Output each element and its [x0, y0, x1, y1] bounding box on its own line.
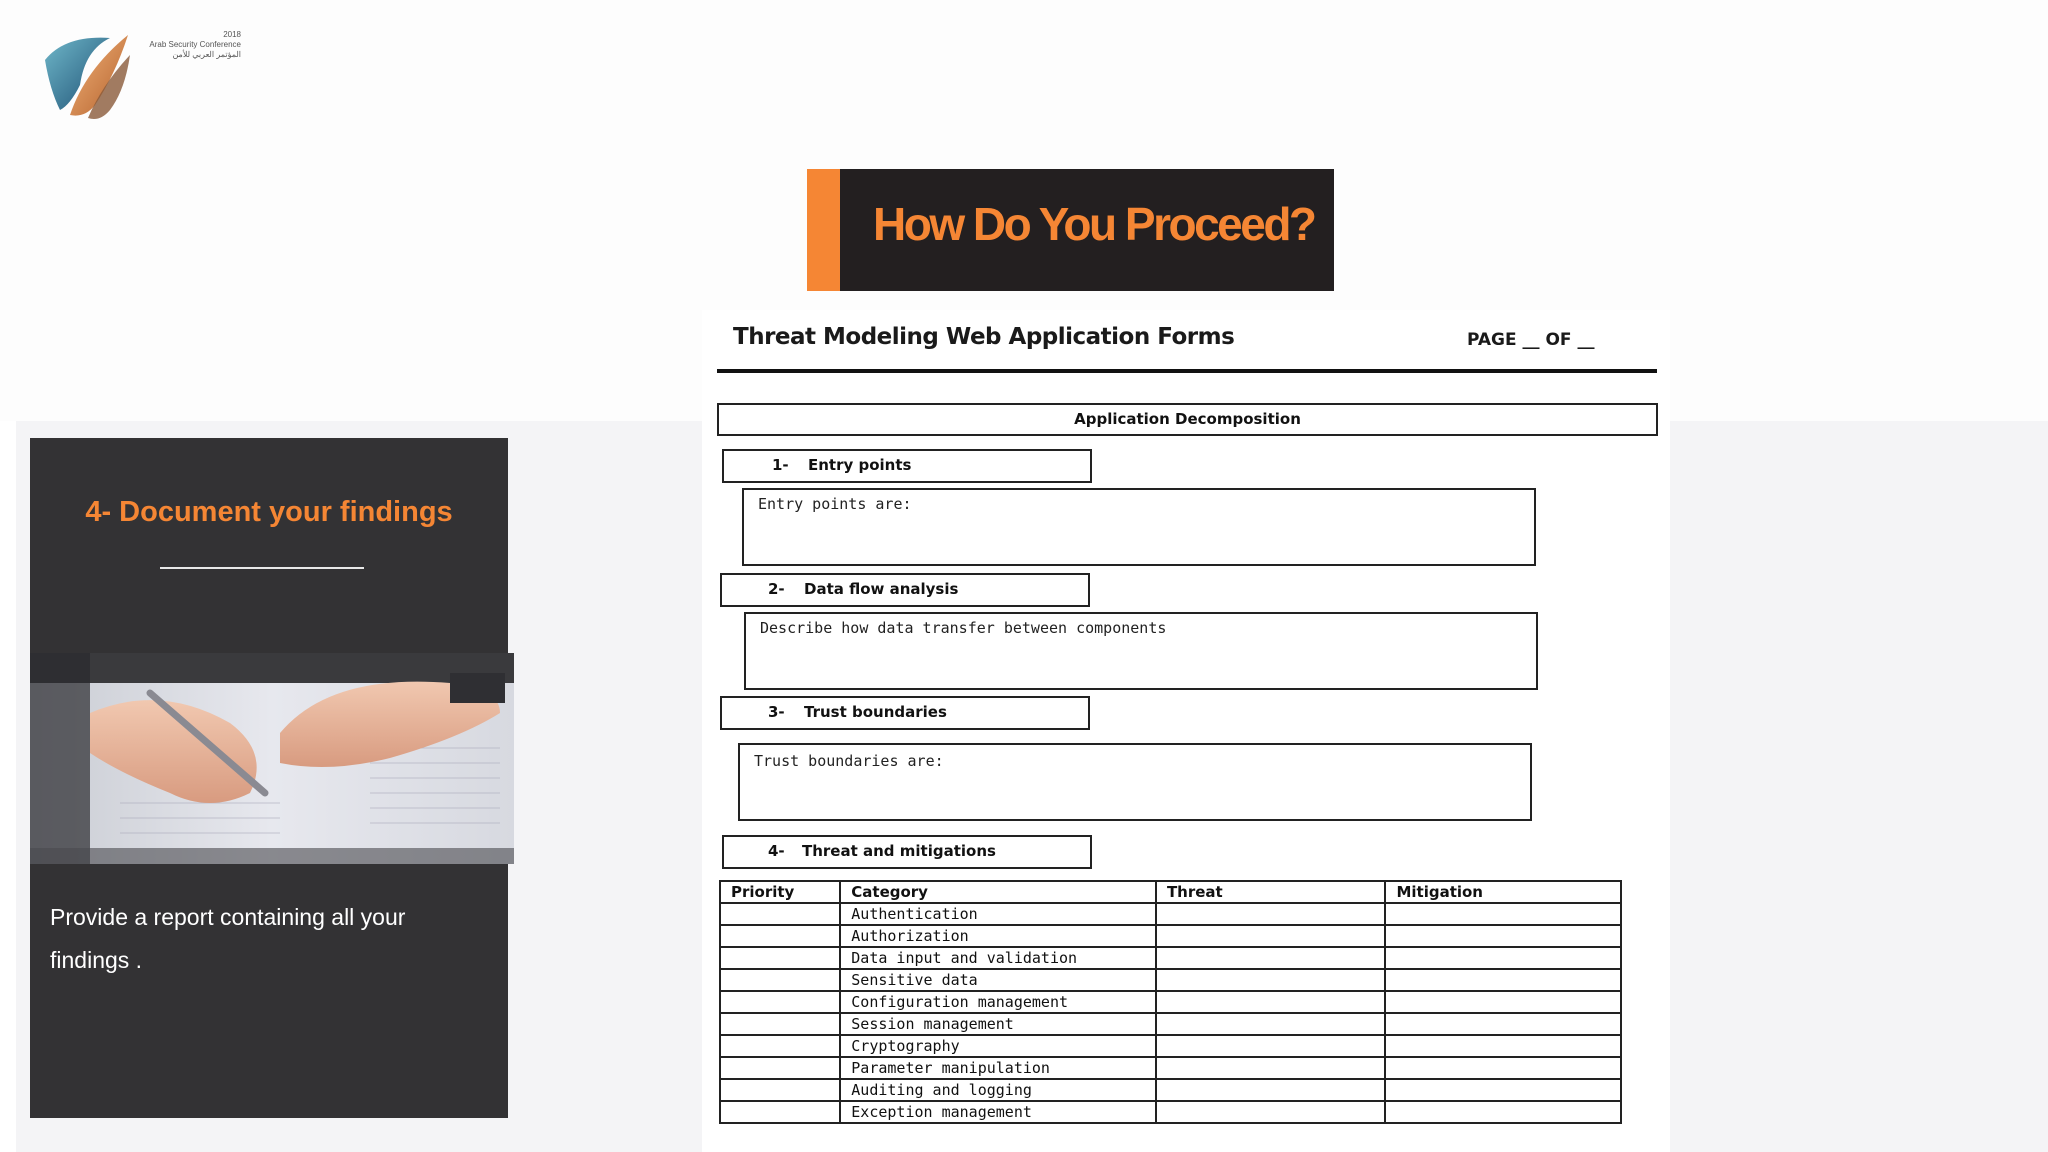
threat-cell[interactable] [1156, 1013, 1386, 1035]
threat-cell[interactable] [1156, 1035, 1386, 1057]
section-number: 2- [768, 580, 785, 598]
priority-cell[interactable] [720, 969, 840, 991]
title-banner [807, 169, 1334, 291]
logo-line2: المؤتمر العربي للأمن [172, 50, 241, 59]
category-cell: Configuration management [840, 991, 1156, 1013]
category-cell: Cryptography [840, 1035, 1156, 1057]
table-row [720, 1035, 1621, 1057]
logo-text [135, 30, 241, 60]
threat-modeling-form [702, 310, 1670, 1152]
priority-cell[interactable] [720, 903, 840, 925]
table-row [720, 991, 1621, 1013]
step-heading: 4- Document your findings [85, 496, 453, 528]
threat-cell[interactable] [1156, 1057, 1386, 1079]
threat-cell[interactable] [1156, 991, 1386, 1013]
table-row [720, 1079, 1621, 1101]
mitigation-cell[interactable] [1385, 1101, 1621, 1123]
section-trust-boundaries [720, 696, 1090, 730]
field-content: Trust boundaries are: [754, 752, 944, 770]
application-decomposition-header [717, 403, 1658, 436]
heading-divider [160, 567, 364, 569]
category-cell: Session management [840, 1013, 1156, 1035]
threat-cell[interactable] [1156, 969, 1386, 991]
section-header-label: Application Decomposition [1074, 410, 1301, 428]
priority-cell[interactable] [720, 925, 840, 947]
table-row [720, 947, 1621, 969]
mitigation-cell[interactable] [1385, 1013, 1621, 1035]
mitigation-cell[interactable] [1385, 1057, 1621, 1079]
category-cell: Exception management [840, 1101, 1156, 1123]
table-row [720, 1013, 1621, 1035]
category-cell: Authorization [840, 925, 1156, 947]
section-label: Entry points [808, 456, 912, 474]
priority-cell[interactable] [720, 1101, 840, 1123]
trust-boundaries-field[interactable] [738, 743, 1532, 821]
form-page-counter: PAGE __ OF __ [1467, 330, 1595, 350]
section-label: Trust boundaries [804, 703, 947, 721]
step-description: Provide a report containing all your findings . [50, 904, 406, 973]
hands-writing-image [30, 653, 514, 864]
table-row [720, 969, 1621, 991]
section-number: 1- [772, 456, 789, 474]
form-title: Threat Modeling Web Application Forms [733, 324, 1235, 350]
field-content: Entry points are: [758, 495, 912, 513]
section-data-flow [720, 573, 1090, 607]
threats-table [719, 880, 1622, 1124]
section-label: Threat and mitigations [802, 842, 996, 860]
mitigation-cell[interactable] [1385, 969, 1621, 991]
priority-cell[interactable] [720, 947, 840, 969]
logo-year: 2018 [223, 30, 241, 39]
mitigation-cell[interactable] [1385, 903, 1621, 925]
table-header-row [720, 881, 1621, 903]
threat-cell[interactable] [1156, 1079, 1386, 1101]
logo-line1: Arab Security Conference [149, 40, 241, 49]
field-content: Describe how data transfer between components [760, 619, 1167, 637]
title-accent-bar [807, 169, 840, 291]
category-cell: Parameter manipulation [840, 1057, 1156, 1079]
threat-cell[interactable] [1156, 925, 1386, 947]
category-cell: Data input and validation [840, 947, 1156, 969]
threat-cell[interactable] [1156, 903, 1386, 925]
slide-title: How Do You Proceed? [873, 198, 1315, 250]
mitigation-cell[interactable] [1385, 991, 1621, 1013]
column-header-mitigation: Mitigation [1385, 881, 1621, 903]
table-row [720, 903, 1621, 925]
mitigation-cell[interactable] [1385, 925, 1621, 947]
table-row [720, 1101, 1621, 1123]
section-threat-mitigations [722, 835, 1092, 869]
priority-cell[interactable] [720, 1035, 840, 1057]
column-header-priority: Priority [720, 881, 840, 903]
entry-points-field[interactable] [742, 488, 1536, 566]
section-number: 4- [768, 842, 785, 860]
table-row [720, 925, 1621, 947]
priority-cell[interactable] [720, 991, 840, 1013]
mitigation-cell[interactable] [1385, 947, 1621, 969]
data-flow-field[interactable] [744, 612, 1538, 690]
hands-writing-photo [30, 653, 514, 864]
section-label: Data flow analysis [804, 580, 959, 598]
column-header-category: Category [840, 881, 1156, 903]
category-cell: Authentication [840, 903, 1156, 925]
section-number: 3- [768, 703, 785, 721]
column-header-threat: Threat [1156, 881, 1386, 903]
priority-cell[interactable] [720, 1013, 840, 1035]
form-title-rule [717, 369, 1657, 373]
mitigation-cell[interactable] [1385, 1035, 1621, 1057]
priority-cell[interactable] [720, 1079, 840, 1101]
table-row [720, 1057, 1621, 1079]
priority-cell[interactable] [720, 1057, 840, 1079]
mitigation-cell[interactable] [1385, 1079, 1621, 1101]
category-cell: Sensitive data [840, 969, 1156, 991]
threat-cell[interactable] [1156, 947, 1386, 969]
category-cell: Auditing and logging [840, 1079, 1156, 1101]
threat-cell[interactable] [1156, 1101, 1386, 1123]
section-entry-points [722, 449, 1092, 483]
